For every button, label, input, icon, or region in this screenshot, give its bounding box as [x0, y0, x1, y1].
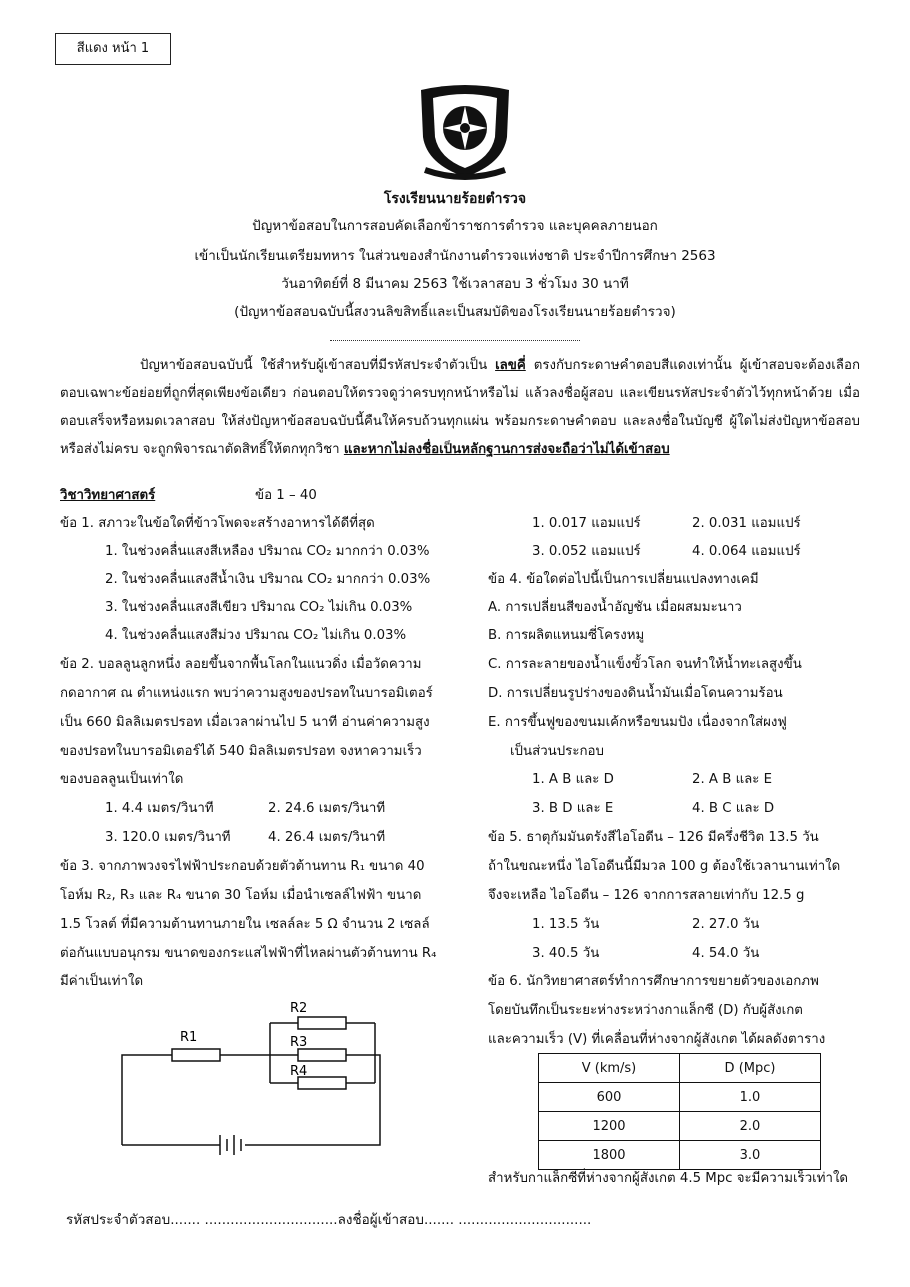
q4-option-2: 2. A B และ E	[692, 772, 773, 787]
q2-option-1: 1. 4.4 เมตร/วินาที	[105, 801, 214, 816]
r4-label: R4	[290, 1064, 308, 1079]
resistor-r3	[298, 1049, 346, 1061]
q3-option-1: 1. 0.017 แอมแปร์	[532, 516, 641, 531]
q5-option-4: 4. 54.0 วัน	[692, 946, 760, 961]
q2-option-3: 3. 120.0 เมตร/วินาที	[105, 830, 231, 845]
q1-option-2: 2. ในช่วงคลื่นแสงสีน้ำเงิน ปริมาณ CO₂ มากกว่า 0.03%	[105, 572, 431, 587]
q4-item-a: A. การเปลี่ยนสีของน้ำอัญชัน เมื่อผสมมะนาว	[488, 600, 742, 615]
table-cell: 2.0	[680, 1112, 821, 1141]
q1-option-4: 4. ในช่วงคลื่นแสงสีม่วง ปริมาณ CO₂ ไม่เกิน 0.03%	[105, 628, 407, 643]
table-header-d: D (Mpc)	[680, 1054, 821, 1083]
subject-name: วิชาวิทยาศาสตร์	[60, 488, 156, 503]
subject-range: ข้อ 1 – 40	[255, 488, 317, 503]
table-cell: 600	[539, 1083, 680, 1112]
q5-option-1: 1. 13.5 วัน	[532, 917, 600, 932]
q6-line-2: โดยบันทึกเป็นระยะห่างระหว่างกาแล็กซี (D) กับผู้สังเกต	[488, 1003, 803, 1018]
instructions	[60, 352, 860, 464]
table-cell: 3.0	[680, 1141, 821, 1170]
q6-line-1: ข้อ 6. นักวิทยาศาสตร์ทำการศึกษาการขยายตัวของเอกภพ	[488, 974, 819, 989]
q3-line-4: ต่อกันแบบอนุกรม ขนาดของกระแสไฟฟ้าที่ไหลผ่านตัวต้านทาน R₄	[60, 946, 437, 961]
table-cell: 1800	[539, 1141, 680, 1170]
q5-line-3: จึงจะเหลือ ไอโอดีน – 126 จากการสลายเท่ากับ 12.5 g	[488, 888, 805, 903]
q4-item-e-1: E. การขึ้นฟูของขนมเค้กหรือขนมปัง เนื่องจากใส่ผงฟู	[488, 715, 787, 730]
instructions-text-1: ปัญหาข้อสอบฉบับนี้ ใช้สำหรับผู้เข้าสอบที่มีรหัสประจำตัวเป็น	[140, 358, 496, 373]
q5-line-2: ถ้าในขณะหนึ่ง ไอโอดีนนี้มีมวล 100 g ต้องใช้เวลานานเท่าใด	[488, 859, 841, 874]
q3-line-5: มีค่าเป็นเท่าใด	[60, 974, 144, 989]
q3-option-4: 4. 0.064 แอมแปร์	[692, 544, 801, 559]
q4-item-b: B. การผลิตแหนมซี่โครงหมู	[488, 628, 645, 643]
q1-stem: ข้อ 1. สภาวะในข้อใดที่ข้าวโพดจะสร้างอาหารได้ดีที่สุด	[60, 516, 375, 531]
q3-line-1: ข้อ 3. จากภาพวงจรไฟฟ้าประกอบด้วยตัวต้านทาน R₁ ขนาด 40	[60, 859, 425, 874]
q3-line-3: 1.5 โวลต์ ที่มีความต้านทานภายใน เซลล์ละ 5 Ω จำนวน 2 เซลล์	[60, 917, 430, 932]
q2-line-1: ข้อ 2. บอลลูนลูกหนึ่ง ลอยขึ้นจากพื้นโลกในแนวดิ่ง เมื่อวัดความ	[60, 657, 422, 672]
q2-option-2: 2. 24.6 เมตร/วินาที	[268, 801, 386, 816]
r1-label: R1	[180, 1030, 198, 1045]
q3-line-2: โอห์ม R₂, R₃ และ R₄ ขนาด 30 โอห์ม เมื่อนำเซลล์ไฟฟ้า ขนาด	[60, 888, 422, 903]
footer-signature-line: รหัสประจำตัวสอบ....... ...............................ลงชื่อผู้เข้าสอบ....... ...............................	[66, 1212, 592, 1228]
q5-option-2: 2. 27.0 วัน	[692, 917, 760, 932]
school-crest-logo	[415, 82, 515, 182]
table-row	[539, 1112, 821, 1141]
header-line-3: วันอาทิตย์ที่ 8 มีนาคม 2563 ใช้เวลาสอบ 3 ชั่วโมง 30 นาที	[281, 276, 629, 292]
distance-velocity-table	[538, 1053, 821, 1170]
q3-option-3: 3. 0.052 แอมแปร์	[532, 544, 641, 559]
page-label: สีแดง หน้า 1	[55, 33, 171, 65]
q4-stem: ข้อ 4. ข้อใดต่อไปนี้เป็นการเปลี่ยนแปลงทางเคมี	[488, 572, 759, 587]
q1-option-1: 1. ในช่วงคลื่นแสงสีเหลือง ปริมาณ CO₂ มากกว่า 0.03%	[105, 544, 430, 559]
resistor-r2	[298, 1017, 346, 1029]
r2-label: R2	[290, 1001, 308, 1016]
header-line-1: ปัญหาข้อสอบในการสอบคัดเลือกข้าราชการตำรวจ และบุคคลภายนอก	[252, 218, 658, 234]
table-row	[539, 1083, 821, 1112]
instructions-warning: และหากไม่ลงชื่อเป็นหลักฐานการส่งจะถือว่าไม่ได้เข้าสอบ	[343, 442, 670, 457]
q4-item-e-2: เป็นส่วนประกอบ	[510, 744, 604, 759]
table-header-v: V (km/s)	[539, 1054, 680, 1083]
q2-option-4: 4. 26.4 เมตร/วินาที	[268, 830, 386, 845]
r3-label: R3	[290, 1035, 308, 1050]
q2-line-4: ของปรอทในบารอมิเตอร์ได้ 540 มิลลิเมตรปรอท จงหาความเร็ว	[60, 744, 422, 759]
q5-option-3: 3. 40.5 วัน	[532, 946, 600, 961]
q2-line-2: กดอากาศ ณ ตำแหน่งแรก พบว่าความสูงของปรอทในบารอมิเตอร์	[60, 686, 433, 701]
q4-item-c: C. การละลายของน้ำแข็งขั้วโลก จนทำให้น้ำทะเลสูงขึ้น	[488, 657, 802, 672]
q4-option-1: 1. A B และ D	[532, 772, 614, 787]
circuit-diagram	[110, 995, 400, 1160]
table-cell: 1200	[539, 1112, 680, 1141]
header-line-2: เข้าเป็นนักเรียนเตรียมทหาร ในส่วนของสำนักงานตำรวจแห่งชาติ ประจำปีการศึกษา 2563	[194, 248, 716, 264]
q4-item-d: D. การเปลี่ยนรูปร่างของดินน้ำมันเมื่อโดนความร้อน	[488, 686, 783, 701]
q6-line-3: และความเร็ว (V) ที่เคลื่อนที่ห่างจากผู้สังเกต ได้ผลดังตาราง	[488, 1032, 826, 1047]
instructions-text-2: ตรงกับกระดาษคำตอบสีแดงเท่านั้น ผู้เข้าสอบจะต้องเลือกตอบเฉพาะข้อย่อยที่ถูกที่สุดเพียงข้อเดียว ก่อนตอบให้ตรวจดูว่าครบทุกหน้าหรือไม่ แล้วลงชื่อผู้สอบ และเขียนรหัสประจำตัวไว้ทุกหน้าด้วย เมื่อตอบเสร็จหรือหมดเวลาสอบ ให้ส่งปัญหาข้อสอบฉบับนี้คืนให้ครบถ้วนทุกแผ่น พร้อมกระดาษคำตอบ และลงชื่อในบัญชี ผู้ใดไม่ส่งปัญหาข้อสอบหรือส่งไม่ครบ จะถูกพิจารณาตัดสิทธิ์ให้ตกทุกวิชา	[60, 358, 860, 457]
q6-line-4: สำหรับกาแล็กซีที่ห่างจากผู้สังเกต 4.5 Mpc จะมีความเร็วเท่าใด	[488, 1171, 849, 1186]
q5-line-1: ข้อ 5. ธาตุกัมมันตรังสีไอโอดีน – 126 มีครึ่งชีวิต 13.5 วัน	[488, 830, 819, 845]
q4-option-4: 4. B C และ D	[692, 801, 775, 816]
school-name: โรงเรียนนายร้อยตำรวจ	[383, 191, 527, 207]
q4-option-3: 3. B D และ E	[532, 801, 614, 816]
q1-option-3: 3. ในช่วงคลื่นแสงสีเขียว ปริมาณ CO₂ ไม่เกิน 0.03%	[105, 600, 413, 615]
table-cell: 1.0	[680, 1083, 821, 1112]
q2-line-5: ของบอลลูนเป็นเท่าใด	[60, 772, 184, 787]
separator	[330, 340, 580, 341]
header-line-4: (ปัญหาข้อสอบฉบับนี้สงวนลิขสิทธิ์และเป็นสมบัติของโรงเรียนนายร้อยตำรวจ)	[234, 304, 676, 320]
q3-option-2: 2. 0.031 แอมแปร์	[692, 516, 801, 531]
resistor-r1	[172, 1049, 220, 1061]
q2-line-3: เป็น 660 มิลลิเมตรปรอท เมื่อเวลาผ่านไป 5 นาที อ่านค่าความสูง	[60, 715, 430, 730]
instructions-odd: เลขคี่	[495, 358, 526, 373]
